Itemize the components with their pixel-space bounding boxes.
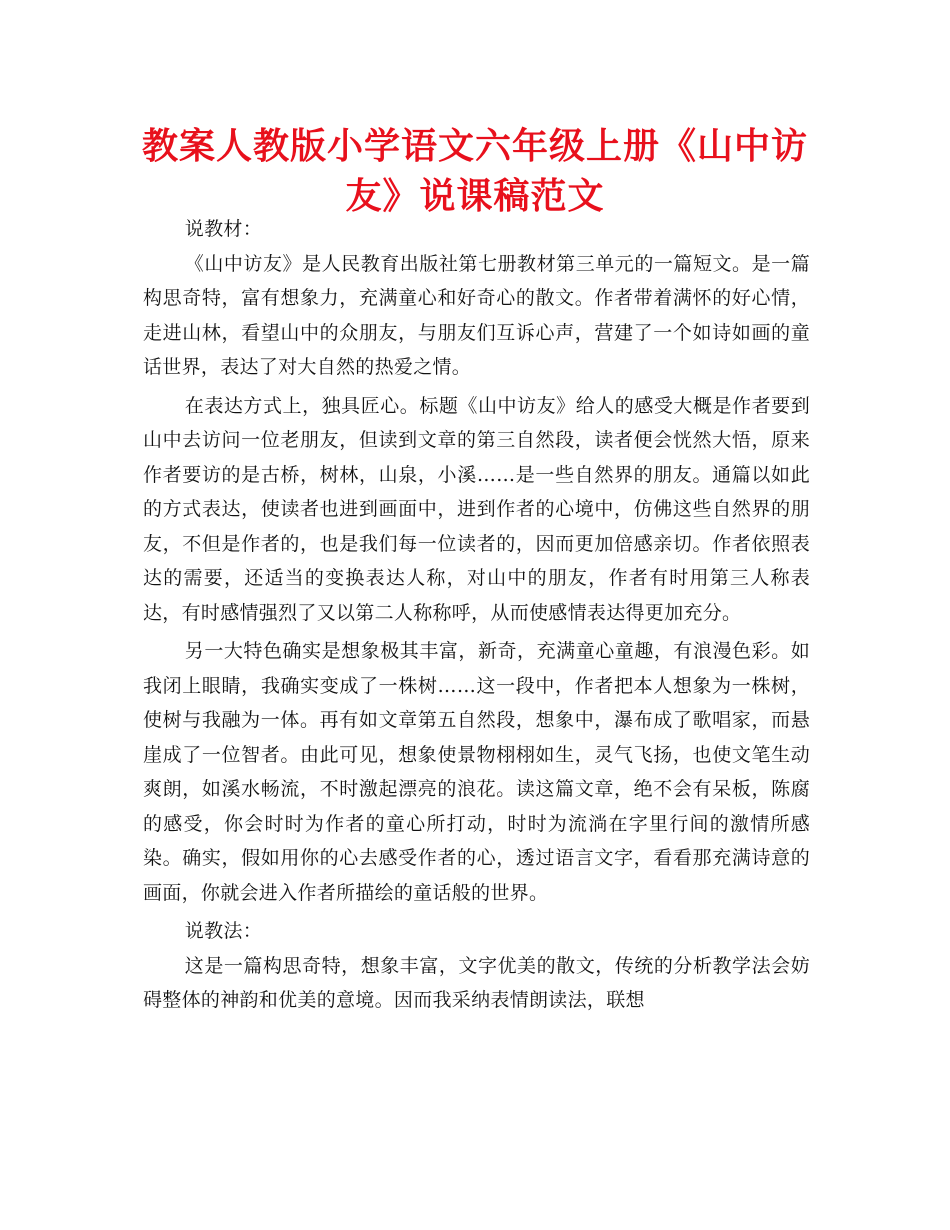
paragraph-method: 这是一篇构思奇特，想象丰富，文字优美的散文，传统的分析教学法会妨碍整体的神韵和优美的意境。因而我采纳表情朗读法，联想 bbox=[143, 954, 810, 1011]
paragraph-expression: 在表达方式上，独具匠心。标题《山中访友》给人的感受大概是作者要到山中去访问一位老朋友，但读到文章的第三自然段，读者便会恍然大悟，原来作者要访的是古桥，树林，山泉，小溪……是一些自然界的朋友。通篇以如此的方式表达，使读者也进到画面中，进到作者的心境中，仿佛这些自然界的朋友，不但是作者的，也是我们每一位读者的，因而更加倍感亲切。作者依照表达的需要，还适当的变换表达人称，对山中的朋友，作者有时用第三人称表达，有时感情强烈了又以第二人称称呼，从而使感情表达得更加充分。 bbox=[143, 394, 810, 624]
section-heading-textbook: 说教材： bbox=[184, 218, 262, 240]
section-heading-method: 说教法： bbox=[184, 920, 262, 942]
paragraph-imagination: 另一大特色确实是想象极其丰富，新奇，充满童心童趣，有浪漫色彩。如我闭上眼睛，我确实变成了一株树……这一段中，作者把本人想象为一株树，使树与我融为一体。再有如文章第五自然段，想象中，瀑布成了歌唱家，而悬崖成了一位智者。由此可见，想象使景物栩栩如生，灵气飞扬，也使文笔生动爽朗，如溪水畅流，不时激起漂亮的浪花。读这篇文章，绝不会有呆板，陈腐的感受，你会时时为作者的童心所打动，时时为流淌在字里行间的激情所感染。确实，假如用你的心去感受作者的心，透过语言文字，看看那充满诗意的画面，你就会进入作者所描绘的童话般的世界。 bbox=[143, 640, 810, 904]
paragraph-intro: 《山中访友》是人民教育出版社第七册教材第三单元的一篇短文。是一篇构思奇特，富有想象力，充满童心和好奇心的散文。作者带着满怀的好心情，走进山林，看望山中的众朋友，与朋友们互诉心声，营建了一个如诗如画的童话世界，表达了对大自然的热爱之情。 bbox=[143, 252, 810, 378]
document-body bbox=[143, 212, 810, 1018]
document-title: 教案人教版小学语文六年级上册《山中访友》说课稿范文 bbox=[141, 126, 808, 217]
